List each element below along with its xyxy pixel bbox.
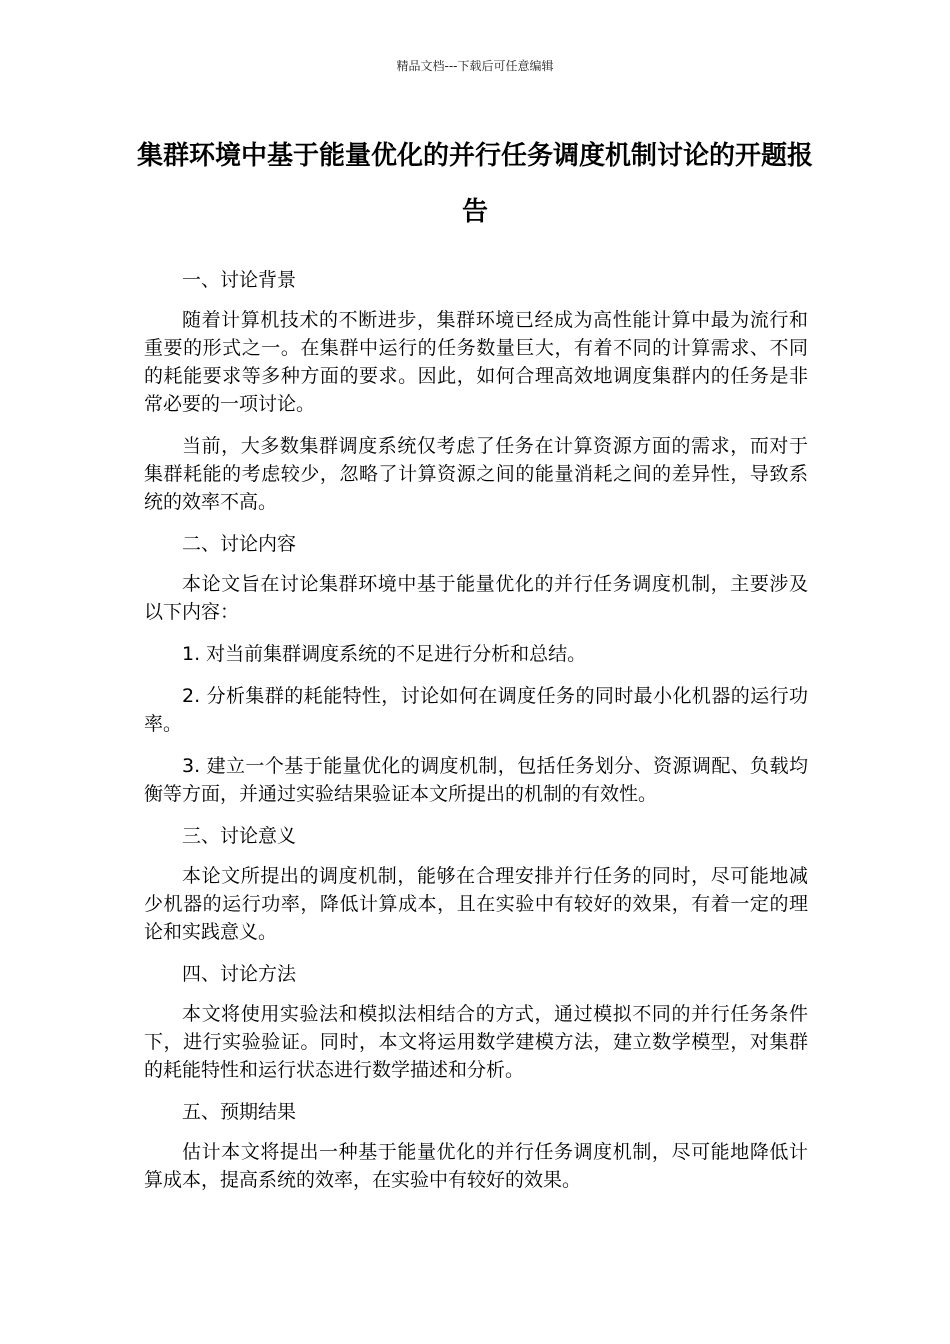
- list-item: 1. 对当前集群调度系统的不足进行分析和总结。: [182, 643, 587, 665]
- document-body: [144, 266, 808, 1208]
- header-note: 精品文档---下载后可任意编辑: [396, 59, 554, 73]
- list-item: 3. 建立一个基于能量优化的调度机制，包括任务划分、资源调配、负载均衡等方面，并通过实验结果验证本文所提出的机制的有效性。: [144, 755, 808, 805]
- section-heading-method: 四、讨论方法: [182, 963, 297, 985]
- paragraph: 本论文所提出的调度机制，能够在合理安排并行任务的同时，尽可能地减少机器的运行功率，降低计算成本，且在实验中有较好的效果，有着一定的理论和实践意义。: [144, 865, 808, 943]
- section-heading-background: 一、讨论背景: [182, 269, 297, 291]
- section-heading-content: 二、讨论内容: [182, 533, 297, 555]
- paragraph: 本论文旨在讨论集群环境中基于能量优化的并行任务调度机制，主要涉及以下内容：: [144, 573, 808, 623]
- paragraph: 随着计算机技术的不断进步，集群环境已经成为高性能计算中最为流行和重要的形式之一。在集群中运行的任务数量巨大，有着不同的计算需求、不同的耗能要求等多种方面的要求。因此，如何合理高效地调度集群内的任务是非常必要的一项讨论。: [144, 309, 808, 415]
- section-heading-significance: 三、讨论意义: [182, 825, 297, 847]
- list-item: 2. 分析集群的耗能特性，讨论如何在调度任务的同时最小化机器的运行功率。: [144, 685, 808, 735]
- paragraph: 本文将使用实验法和模拟法相结合的方式，通过模拟不同的并行任务条件下，进行实验验证。同时，本文将运用数学建模方法，建立数学模型，对集群的耗能特性和运行状态进行数学描述和分析。: [144, 1003, 808, 1081]
- paragraph: 当前，大多数集群调度系统仅考虑了任务在计算资源方面的需求，而对于集群耗能的考虑较少，忽略了计算资源之间的能量消耗之间的差异性，导致系统的效率不高。: [144, 435, 808, 513]
- document-title: 集群环境中基于能量优化的并行任务调度机制讨论的开题报告: [136, 141, 813, 227]
- section-heading-expected-results: 五、预期结果: [182, 1101, 297, 1123]
- paragraph: 估计本文将提出一种基于能量优化的并行任务调度机制，尽可能地降低计算成本，提高系统的效率，在实验中有较好的效果。: [144, 1141, 808, 1191]
